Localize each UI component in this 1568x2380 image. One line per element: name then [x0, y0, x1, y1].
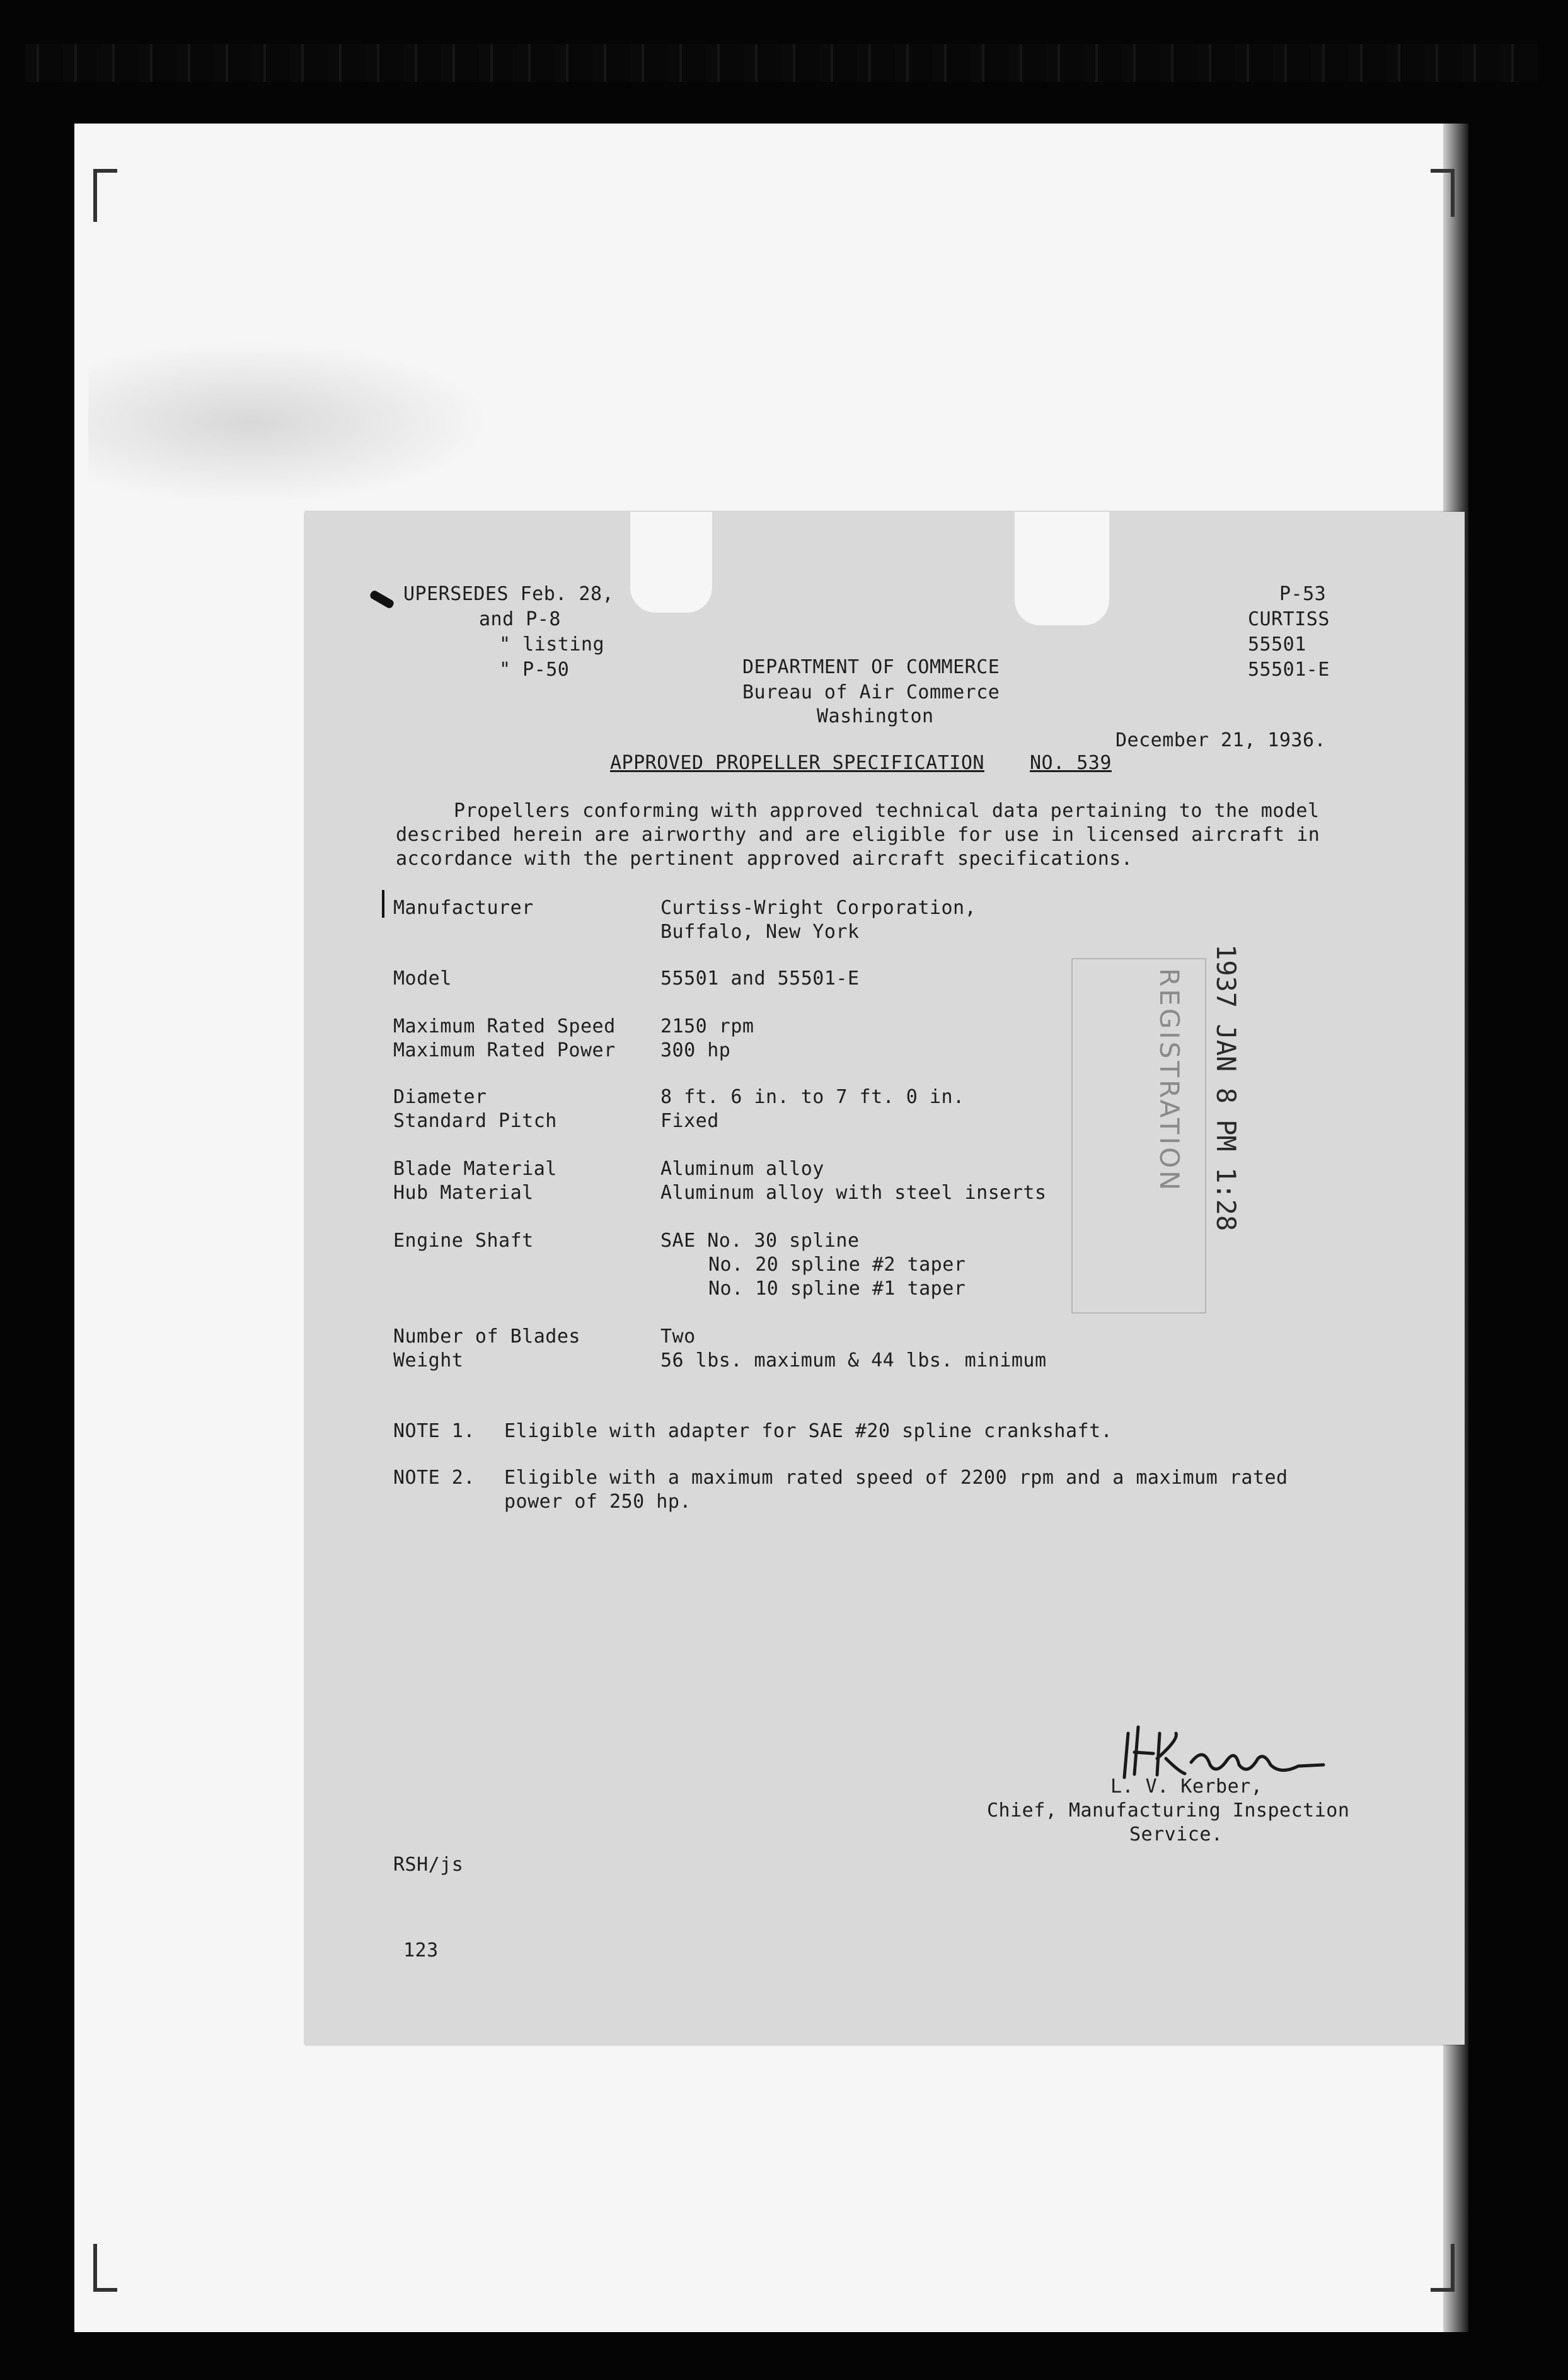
note-2-label: NOTE 2. [393, 1467, 475, 1489]
registration-date-stamp: 1937 JAN 8 PM 1:28 [1211, 944, 1242, 1232]
spec-value-manufacturer: Curtiss-Wright Corporation, [660, 897, 977, 919]
signatory-title-cont: Service. [1129, 1823, 1223, 1846]
page-number: 123 [403, 1939, 439, 1961]
spec-value-blades: Two [660, 1326, 696, 1348]
supersedes-line-4: " P-50 [499, 659, 570, 681]
spec-label-engine-shaft: Engine Shaft [393, 1230, 534, 1252]
signature [1115, 1714, 1330, 1784]
signatory-title: Chief, Manufacturing Inspection [987, 1799, 1350, 1822]
registration-stamp-label: REGISTRATION [1154, 968, 1185, 1193]
bureau-name: Bureau of Air Commerce [742, 681, 1000, 703]
note-2-text-2: power of 250 hp. [504, 1491, 691, 1513]
spec-label-weight: Weight [393, 1349, 464, 1372]
document-title: APPROVED PROPELLER SPECIFICATION [610, 752, 984, 774]
spec-ref-code: P-53 [1279, 583, 1327, 605]
spec-value-hub-material: Aluminum alloy with steel inserts [660, 1182, 1047, 1204]
spec-value-diameter: 8 ft. 6 in. to 7 ft. 0 in. [660, 1086, 965, 1108]
department-name: DEPARTMENT OF COMMERCE [742, 656, 1000, 678]
spec-label-max-speed: Maximum Rated Speed [393, 1015, 616, 1037]
spec-label-hub-material: Hub Material [393, 1182, 534, 1204]
intro-line-3: accordance with the pertinent approved aircraft specifications. [396, 848, 1133, 870]
spec-ref-maker: CURTISS [1248, 608, 1330, 630]
spec-value-weight: 56 lbs. maximum & 44 lbs. minimum [660, 1349, 1047, 1372]
spec-value-engine-shaft-3: No. 10 spline #1 taper [708, 1278, 966, 1300]
crop-mark-bottom-left [93, 2244, 117, 2292]
spec-value-blade-material: Aluminum alloy [660, 1158, 824, 1180]
page-notch [630, 512, 712, 613]
page-notch [1015, 512, 1109, 625]
margin-tick [382, 890, 384, 918]
supersedes-line-3: " listing [499, 633, 605, 656]
spec-ref-model-2: 55501-E [1248, 659, 1330, 681]
spec-value-max-speed: 2150 rpm [660, 1015, 754, 1037]
signatory-name: L. V. Kerber, [1110, 1776, 1263, 1798]
specification-number: NO. 539 [1030, 752, 1112, 774]
city-name: Washington [817, 705, 934, 727]
spec-label-blade-material: Blade Material [393, 1158, 557, 1180]
intro-line-2: described herein are airworthy and are eligible for use in licensed aircraft in [396, 824, 1320, 846]
spec-label-manufacturer: Manufacturer [393, 897, 534, 919]
spec-label-pitch: Standard Pitch [393, 1110, 557, 1132]
spec-ref-model-1: 55501 [1248, 633, 1306, 656]
note-1-text: Eligible with adapter for SAE #20 spline crankshaft. [504, 1420, 1113, 1442]
spec-value-engine-shaft-2: No. 20 spline #2 taper [708, 1254, 966, 1276]
spec-label-max-power: Maximum Rated Power [393, 1039, 616, 1061]
crop-mark-top-right [1431, 169, 1455, 217]
note-2-text-1: Eligible with a maximum rated speed of 2200 rpm and a maximum rated [504, 1467, 1288, 1489]
spec-label-blades: Number of Blades [393, 1326, 580, 1348]
supersedes-line-2: and P-8 [479, 608, 561, 630]
spec-value-model: 55501 and 55501-E [660, 968, 860, 990]
intro-line-1: Propellers conforming with approved technical data pertaining to the model [454, 800, 1320, 822]
typist-initials: RSH/js [393, 1854, 464, 1876]
spec-label-diameter: Diameter [393, 1086, 487, 1108]
spec-value-manufacturer-city: Buffalo, New York [660, 921, 860, 943]
spec-value-pitch: Fixed [660, 1110, 719, 1132]
paper-fiber-smudge [88, 340, 492, 504]
note-1-label: NOTE 1. [393, 1420, 475, 1442]
stamp-border [1071, 958, 1206, 1314]
crop-mark-bottom-right [1431, 2244, 1455, 2292]
film-edge-marks [25, 44, 1538, 82]
spec-value-engine-shaft-1: SAE No. 30 spline [660, 1230, 860, 1252]
supersedes-line-1: UPERSEDES Feb. 28, [403, 583, 614, 605]
spec-label-model: Model [393, 968, 452, 990]
crop-mark-top-left [93, 169, 117, 222]
document-date: December 21, 1936. [1115, 729, 1327, 751]
spec-value-max-power: 300 hp [660, 1039, 731, 1061]
